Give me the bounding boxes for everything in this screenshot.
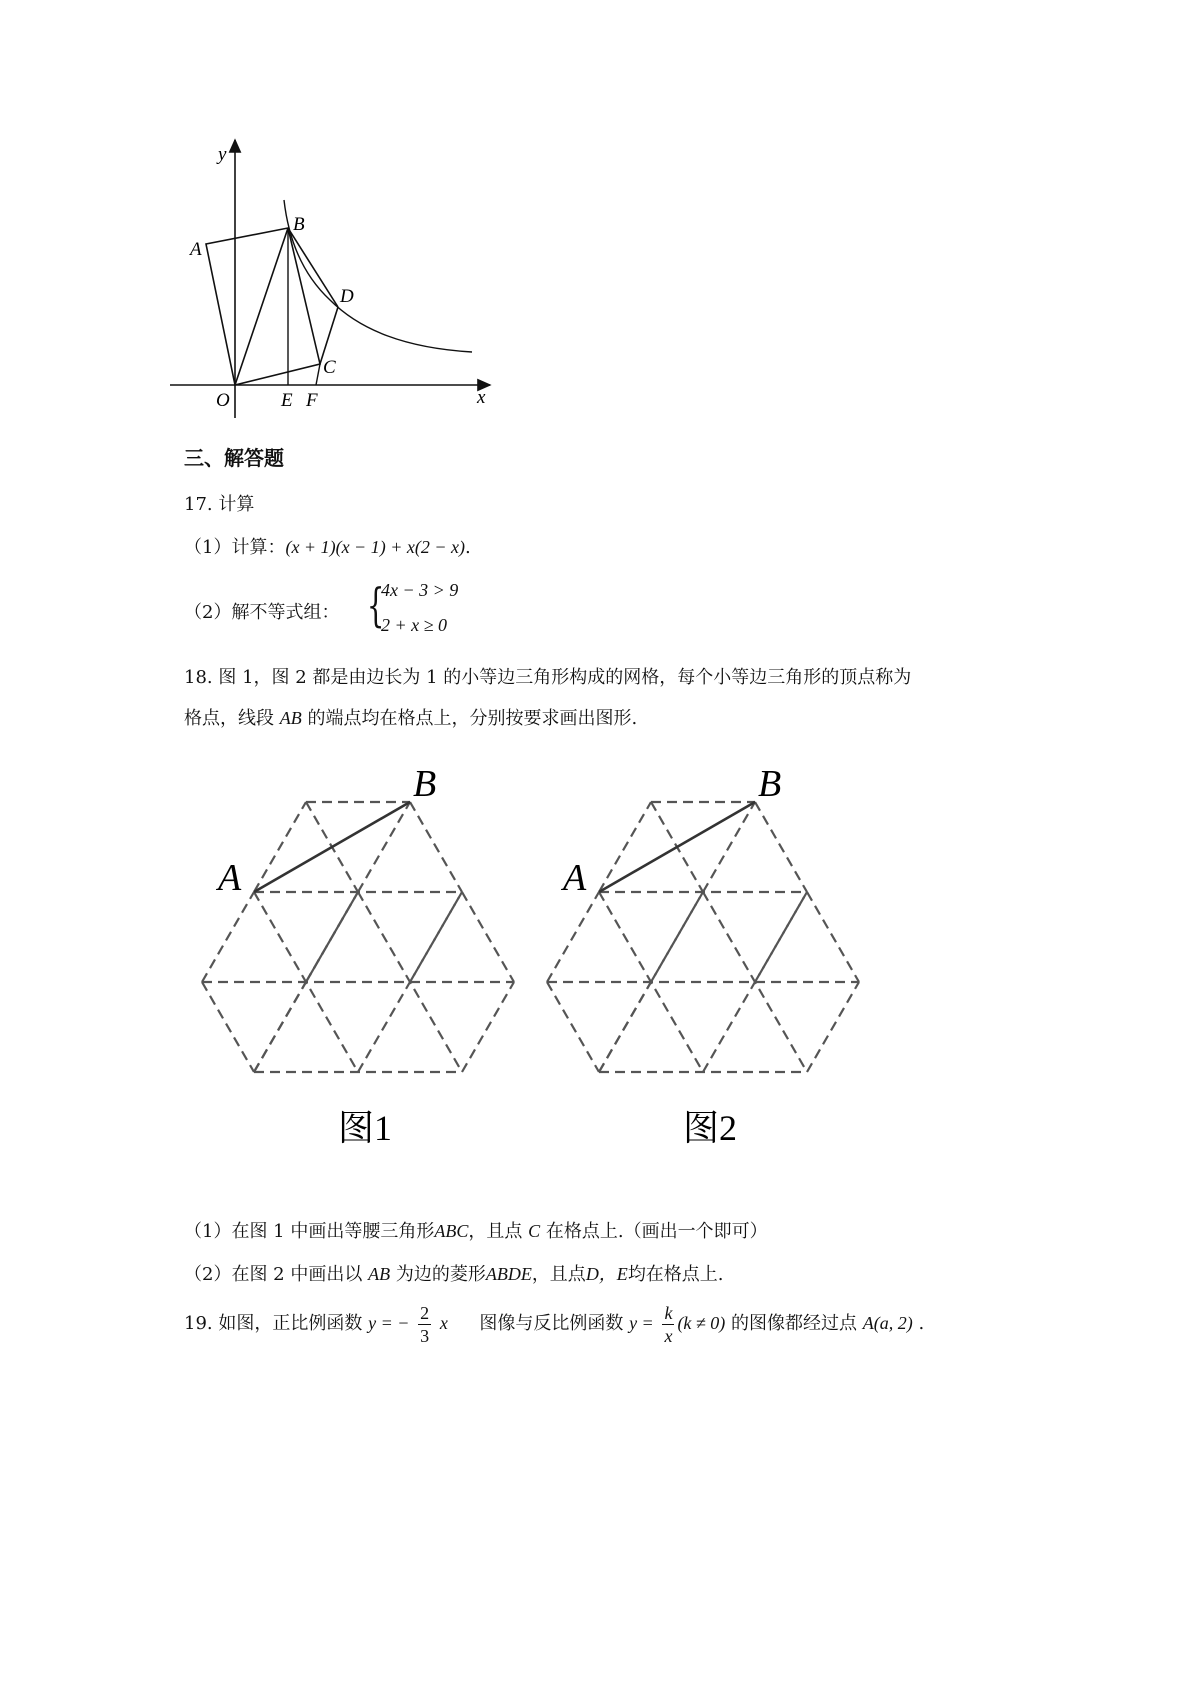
brace-symbol: {: [366, 578, 385, 632]
q18-p1-abc: ABC: [434, 1221, 469, 1241]
segment-ab-fig1: [254, 802, 410, 892]
q19-b: 图像与反比例函数: [479, 1313, 624, 1334]
q18-line2-ab: AB: [279, 708, 302, 728]
fig2-caption: 图2: [683, 1108, 738, 1148]
fraction-k: k: [664, 1302, 673, 1323]
q17-part1-end: .: [464, 537, 471, 558]
fraction-x: x: [664, 1325, 673, 1346]
label-y: y: [218, 144, 227, 165]
grid-figures: [190, 750, 880, 1150]
label-e: E: [281, 390, 293, 411]
q17-part1-expr: (x + 1)(x − 1) + x(2 − x): [285, 537, 465, 557]
q18-p2-ab: AB: [368, 1264, 391, 1284]
q18-p2-a: （2）在图 2 中画出以: [184, 1264, 363, 1285]
fig1-label-b: B: [413, 763, 437, 805]
q17-ineq2: 2 + x ≥ 0: [381, 615, 448, 635]
coordinate-diagram: [160, 130, 486, 411]
fig1-label-a: A: [218, 857, 242, 899]
q18-p1-d: 在格点上.（画出一个即可）: [545, 1221, 768, 1242]
q17-part1: [184, 533, 471, 559]
q17-part2-label: （2）解不等式组：: [184, 602, 340, 623]
q18-p2-de: D，E: [585, 1264, 628, 1284]
q18-p2-abde: ABDE: [485, 1264, 532, 1284]
fig1-caption: 图1: [338, 1108, 393, 1148]
q18-p1-a: （1）在图 1 中画出等腰三角形: [184, 1221, 435, 1242]
q18-p2-d: 均在格点上.: [627, 1264, 724, 1285]
q17-part1-label: （1）计算：: [184, 537, 286, 558]
q18-part2: [184, 1260, 724, 1286]
q19-y2: y =: [629, 1313, 654, 1333]
q19-line: [184, 1298, 924, 1349]
fig2-label-a: A: [563, 857, 587, 899]
label-f: F: [306, 390, 318, 411]
label-b: B: [293, 214, 305, 235]
section-heading: 三、解答题: [184, 446, 284, 470]
q19-end: .: [918, 1313, 925, 1334]
q18-p1-c: C: [528, 1221, 541, 1241]
q18-line1: 18. 图 1，图 2 都是由边长为 1 的小等边三角形构成的网格，每个小等边三角形的顶点称为: [184, 667, 912, 688]
q19-x1: x: [439, 1313, 448, 1333]
q18-part1: [184, 1217, 768, 1243]
fraction-2-3: [418, 1302, 431, 1347]
label-c: C: [323, 357, 336, 378]
q18-line2-a: 格点，线段: [184, 708, 274, 729]
q17-ineq1: 4x − 3 > 9: [381, 580, 459, 600]
fraction-k-x: [662, 1302, 674, 1347]
q19-point: A(a, 2): [862, 1313, 913, 1333]
label-d: D: [340, 286, 354, 307]
q19-c: 的图像都经过点: [731, 1313, 858, 1334]
triangle-grid-fig2: [547, 802, 859, 1072]
q17-title: 17. 计算: [184, 494, 255, 515]
q18-p1-b: ，且点: [468, 1221, 523, 1242]
segment-ab-fig2: [599, 802, 755, 892]
label-a: A: [190, 239, 202, 260]
q19-y1: y = −: [368, 1313, 410, 1333]
fraction-den: 3: [420, 1325, 430, 1346]
fraction-num: 2: [420, 1302, 430, 1323]
q18-p2-c: ，且点: [531, 1264, 586, 1285]
label-x: x: [477, 387, 486, 408]
q19-cond: (k ≠ 0): [677, 1313, 726, 1333]
q18-line2: [184, 704, 637, 730]
q18-line2-b: 的端点均在格点上，分别按要求画出图形.: [307, 708, 638, 729]
q19-a: 19. 如图，正比例函数: [184, 1313, 363, 1334]
q18-p2-b: 为边的菱形: [395, 1264, 486, 1285]
triangle-grid-fig1: [202, 802, 514, 1072]
label-o: O: [216, 390, 230, 411]
fig2-label-b: B: [758, 763, 782, 805]
